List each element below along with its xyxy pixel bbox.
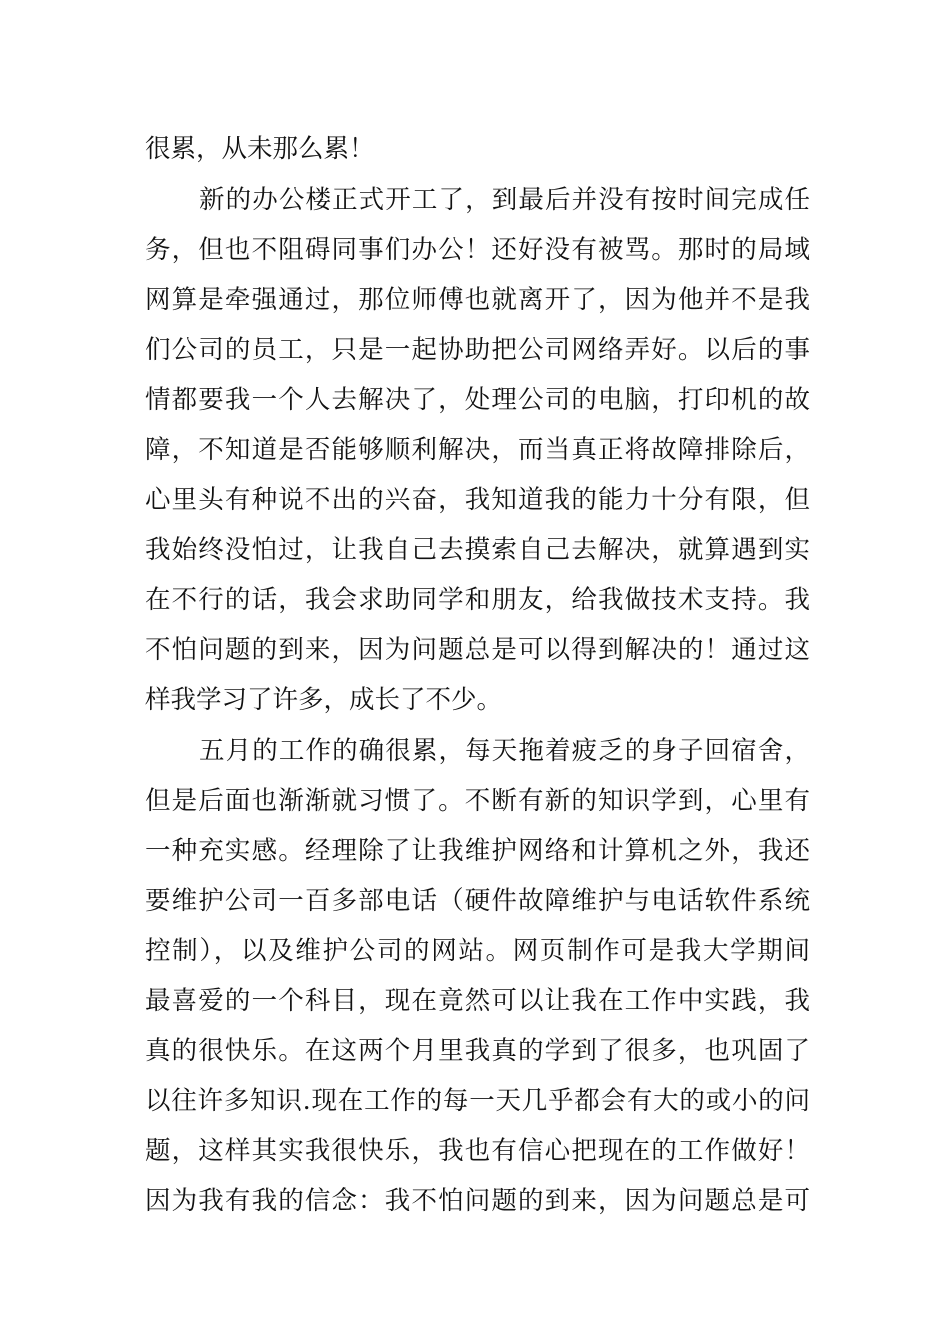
text-line: 控制），以及维护公司的网站。网页制作可是我大学期间 (145, 936, 810, 966)
text-line: 真的很快乐。在这两个月里我真的学到了很多，也巩固了 (145, 1036, 810, 1066)
text-line: 在不行的话，我会求助同学和朋友，给我做技术支持。我 (145, 585, 810, 615)
text-line: 网算是牵强通过，那位师傅也就离开了，因为他并不是我 (145, 285, 810, 315)
text-line: 一种充实感。经理除了让我维护网络和计算机之外，我还 (145, 836, 810, 866)
text-line: 最喜爱的一个科目，现在竟然可以让我在工作中实践，我 (145, 986, 810, 1016)
text-line: 因为我有我的信念：我不怕问题的到来，因为问题总是可 (145, 1186, 810, 1216)
text-line: 五月的工作的确很累，每天拖着疲乏的身子回宿舍， (199, 736, 810, 766)
text-line: 以往许多知识.现在工作的每一天几乎都会有大的或小的问 (145, 1086, 810, 1116)
text-line: 题，这样其实我很快乐，我也有信心把现在的工作做好！ (145, 1136, 810, 1166)
text-line: 很累，从未那么累！ (145, 134, 375, 164)
text-line: 务，但也不阻碍同事们办公！还好没有被骂。那时的局域 (145, 235, 810, 265)
text-line: 障，不知道是否能够顺利解决，而当真正将故障排除后， (145, 435, 810, 465)
text-line: 情都要我一个人去解决了，处理公司的电脑，打印机的故 (145, 385, 810, 415)
text-line: 新的办公楼正式开工了，到最后并没有按时间完成任 (199, 185, 810, 215)
text-line: 样我学习了许多，成长了不少。 (145, 685, 503, 715)
text-line: 要维护公司一百多部电话（硬件故障维护与电话软件系统 (145, 886, 810, 916)
text-line: 但是后面也渐渐就习惯了。不断有新的知识学到，心里有 (145, 786, 810, 816)
text-line: 心里头有种说不出的兴奋，我知道我的能力十分有限，但 (145, 485, 810, 515)
text-line: 不怕问题的到来，因为问题总是可以得到解决的！通过这 (145, 635, 810, 665)
text-line: 们公司的员工，只是一起协助把公司网络弄好。以后的事 (145, 335, 810, 365)
text-line: 我始终没怕过，让我自己去摸索自己去解决，就算遇到实 (145, 535, 810, 565)
